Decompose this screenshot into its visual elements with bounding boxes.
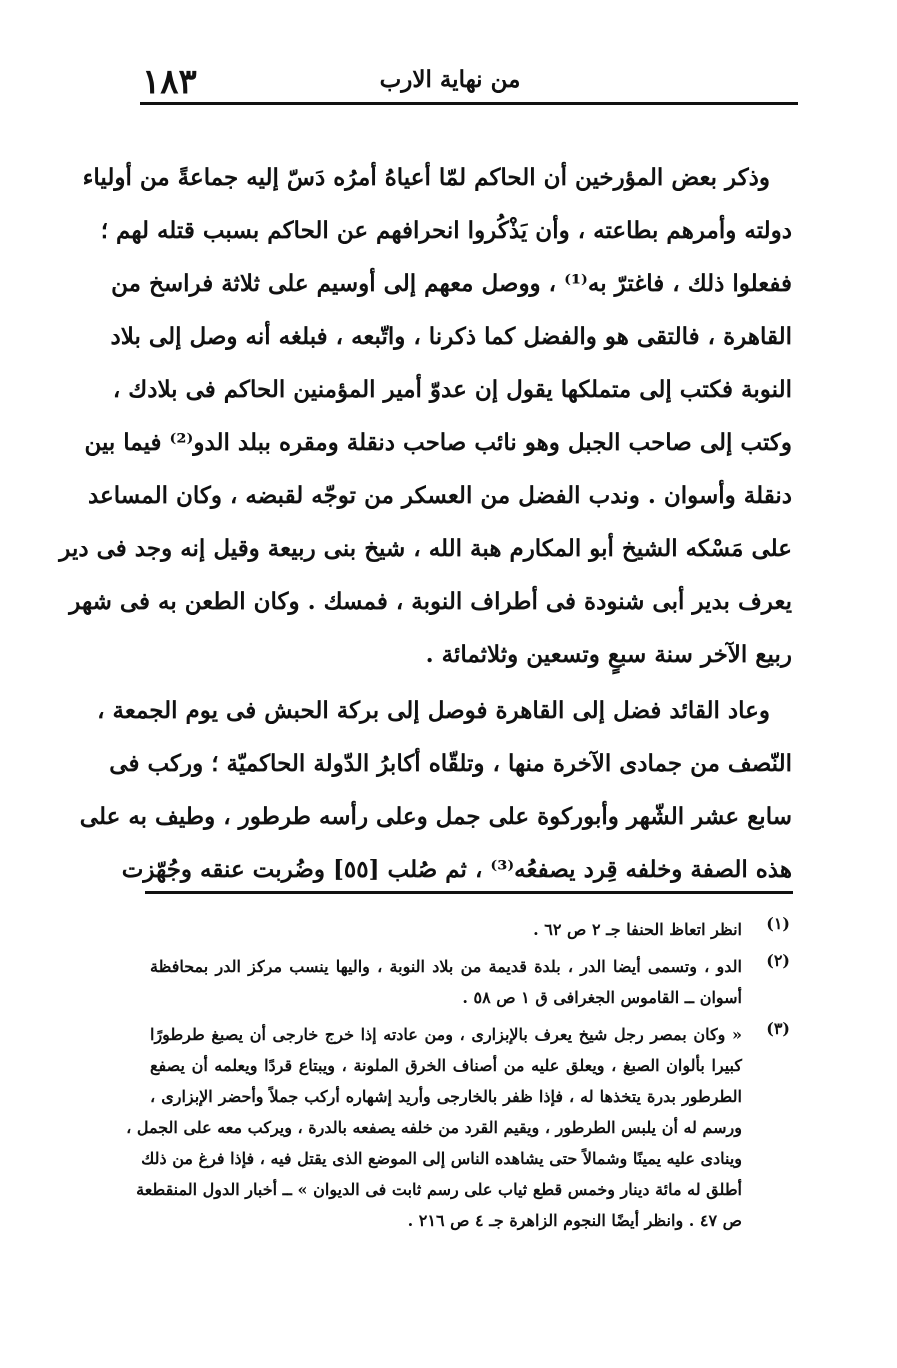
footnote-line: انظر اتعاظ الحنفا جـ ٢ ص ٦٢ . bbox=[533, 920, 742, 939]
text-line: وكتب إلى صاحب الجبل وهو نائب صاحب دنقلة ومقره ببلد الدو⁽²⁾ فيما بين bbox=[84, 429, 792, 456]
text-line: دنقلة وأسوان . وندب الفضل من العسكر من توجّه لقبضه ، وكان المساعد bbox=[87, 482, 792, 509]
footnote-line: الطرطور بدرة يتخذها له ، فإذا ظفر بالخارجى وأريد إشهاره أركب جملاً وأحضر الإبزارى ، bbox=[150, 1087, 742, 1106]
footnote-line: كبيرا بألوان الصبغ ، ويعلق عليه من أصناف الخرق الملونة ، ويبتاع قردًا ويعلمه أن يصفع bbox=[150, 1056, 742, 1075]
footnote-line: وينادى عليه يمينًا وشمالاً حتى يشاهده الناس إلى الموضع الذى يقتل فيه ، فإذا فرغ من ذلك bbox=[141, 1149, 742, 1168]
text-line: على مَسْكه الشيخ أبو المكارم هبة الله ، شيخ بنى ربيعة وقيل إنه وجد فى دير bbox=[59, 535, 792, 562]
header-rule bbox=[140, 102, 798, 105]
footnote-1 bbox=[150, 914, 790, 945]
text-line: ربيع الآخر سنة سبعٍ وتسعين وثلاثمائة . bbox=[425, 641, 792, 668]
footnote-line: الدو ، وتسمى أيضا الدر ، بلدة قديمة من بلاد النوبة ، واليها ينسب مركز الدر بمحافظة bbox=[150, 957, 742, 976]
text-line: وعاد القائد فضل إلى القاهرة فوصل إلى بركة الحبش فى يوم الجمعة ، bbox=[97, 697, 770, 724]
footnote-number: (٣) bbox=[766, 1019, 790, 1038]
footnote-line: أطلق له مائة دينار وخمس قطع ثياب على رسم ثابت فى الديوان » ــ أخبار الدول المنقطعة bbox=[136, 1180, 742, 1199]
footnote-line: ص ٤٧ . وانظر أيضًا النجوم الزاهرة جـ ٤ ص ٢١٦ . bbox=[407, 1211, 742, 1230]
footnote-line: أسوان ــ القاموس الجغرافى ق ١ ص ٥٨ . bbox=[462, 988, 742, 1007]
body-paragraph-1 bbox=[59, 151, 792, 681]
text-line: دولته وأمرهم بطاعته ، وأن يَذْكُروا انحرافهم عن الحاكم بسبب قتله لهم ؛ bbox=[100, 217, 792, 244]
footnote-rule bbox=[145, 891, 793, 894]
running-header: من نهاية الارب bbox=[379, 66, 521, 93]
text-line: ففعلوا ذلك ، فاغترّ به⁽¹⁾ ، ووصل معهم إلى أوسيم على ثلاثة فراسخ من bbox=[111, 270, 792, 297]
text-line: النوبة فكتب إلى متملكها يقول إن عدوّ أمير المؤمنين الحاكم فى بلادك ، bbox=[112, 376, 792, 403]
text-line: النّصف من جمادى الآخرة منها ، وتلقّاه أكابرُ الدّولة الحاكميّة ؛ وركب فى bbox=[109, 750, 792, 777]
footnote-number: (٢) bbox=[766, 951, 790, 970]
footnote-2 bbox=[150, 951, 790, 1013]
body-paragraph-2 bbox=[79, 684, 792, 896]
footnote-number: (١) bbox=[766, 914, 790, 933]
text-line: يعرف بدير أبى شنودة فى أطراف النوبة ، فمسك . وكان الطعن به فى شهر bbox=[69, 588, 792, 615]
page-number: ١٨٣ bbox=[142, 62, 197, 102]
footnote-line: ورسم له أن يلبس الطرطور ، ويقيم القرد من خلفه يصفعه بالدرة ، ويركب معه على الجمل ، bbox=[126, 1118, 742, 1137]
text-line: وذكر بعض المؤرخين أن الحاكم لمّا أعياهُ أمرُه دَسّ إليه جماعةً من أولياء bbox=[82, 164, 770, 191]
footnote-3 bbox=[126, 1019, 790, 1236]
text-line: سابع عشر الشّهر وأبوركوة على جمل وعلى رأسه طرطور ، وطيف به على bbox=[79, 803, 792, 830]
footnote-line: « وكان بمصر رجل شيخ يعرف بالإبزارى ، ومن عادته إذا خرج خارجى أن يصبغ طرطورًا bbox=[150, 1025, 743, 1044]
text-line: هذه الصفة وخلفه قِرد يصفعُه⁽³⁾ ، ثم صُلب [٥٥] وضُربت عنقه وجُهّزت bbox=[121, 856, 792, 883]
text-line: القاهرة ، فالتقى هو والفضل كما ذكرنا ، واتّبعه ، فبلغه أنه وصل إلى بلاد bbox=[110, 323, 792, 350]
footnotes bbox=[126, 914, 790, 1242]
